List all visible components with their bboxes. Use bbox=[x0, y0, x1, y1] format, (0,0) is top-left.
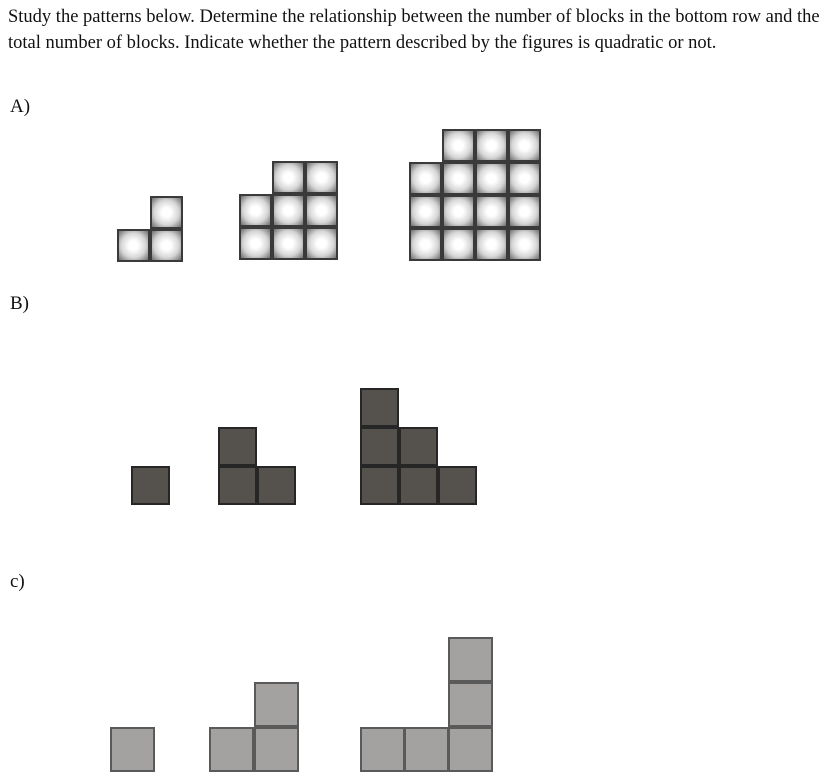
block bbox=[110, 727, 155, 772]
block bbox=[150, 229, 183, 262]
block bbox=[409, 162, 442, 195]
block bbox=[399, 466, 438, 505]
block bbox=[442, 228, 475, 261]
block bbox=[409, 195, 442, 228]
block bbox=[508, 228, 541, 261]
part-c-label: c) bbox=[10, 571, 25, 592]
block bbox=[209, 727, 254, 772]
block bbox=[117, 229, 150, 262]
block bbox=[508, 195, 541, 228]
block bbox=[448, 682, 493, 727]
block bbox=[272, 194, 305, 227]
block bbox=[508, 129, 541, 162]
block bbox=[475, 162, 508, 195]
block bbox=[438, 466, 477, 505]
block bbox=[218, 427, 257, 466]
block bbox=[409, 228, 442, 261]
block bbox=[442, 162, 475, 195]
block bbox=[305, 161, 338, 194]
block bbox=[305, 227, 338, 260]
block bbox=[360, 466, 399, 505]
block bbox=[404, 727, 449, 772]
question-text: Study the patterns below. Determine the relationship between the number of blocks in the bottom row and the total number of blocks. Indicate whether the pattern described by the figures is quadratic or not. bbox=[8, 7, 820, 53]
block bbox=[442, 195, 475, 228]
block bbox=[475, 228, 508, 261]
block bbox=[475, 129, 508, 162]
block bbox=[239, 194, 272, 227]
block bbox=[305, 194, 338, 227]
block bbox=[399, 427, 438, 466]
block bbox=[360, 388, 399, 427]
block bbox=[448, 637, 493, 682]
part-a-label: A) bbox=[10, 96, 31, 117]
block bbox=[442, 129, 475, 162]
part-b-label: B) bbox=[10, 293, 29, 314]
block bbox=[131, 466, 170, 505]
block bbox=[272, 161, 305, 194]
block bbox=[360, 727, 405, 772]
block bbox=[475, 195, 508, 228]
block bbox=[272, 227, 305, 260]
block bbox=[448, 727, 493, 772]
block bbox=[360, 427, 399, 466]
block bbox=[508, 162, 541, 195]
block bbox=[254, 727, 299, 772]
block bbox=[254, 682, 299, 727]
block bbox=[218, 466, 257, 505]
block bbox=[239, 227, 272, 260]
block bbox=[150, 196, 183, 229]
block bbox=[257, 466, 296, 505]
